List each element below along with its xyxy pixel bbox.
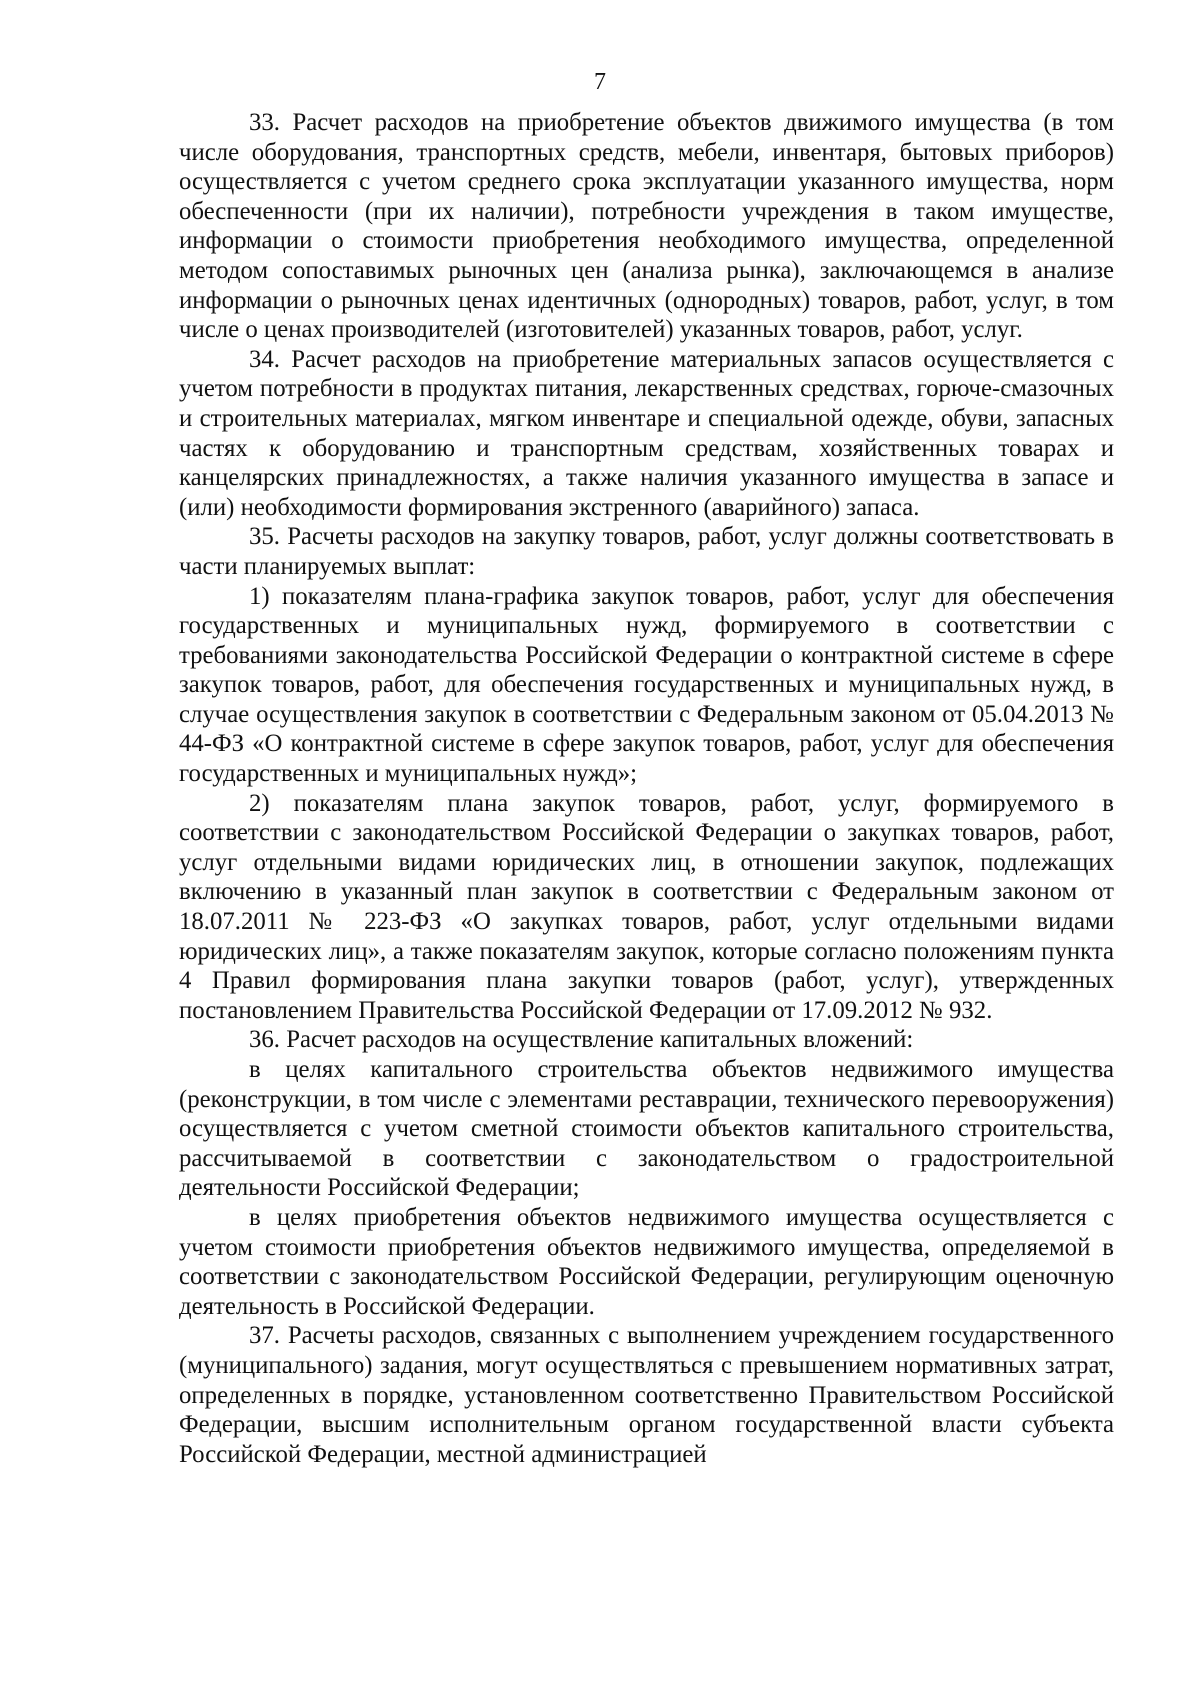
- paragraph-36-capital-construction: в целях капитального строительства объектов недвижимого имущества (реконструкции, в том числе с элементами реставрации, технического перевооружения) осуществляется с учетом сметной стоимости объектов капитального строительства, рассчитываемой в соответствии с законодательством о градостроительной деятельности Российской Федерации;: [179, 1056, 1114, 1202]
- paragraph-33: 33. Расчет расходов на приобретение объектов движимого имущества (в том числе оборудования, транспортных средств, мебели, инвентаря, бытовых приборов) осуществляется с учетом среднего срока эксплуатации указанного имущества, норм обеспеченности (при их наличии), потребности учреждения в таком имуществе, информации о стоимости приобретения необходимого имущества, определенной методом сопоставимых рыночных цен (анализа рынка), заключающемся в анализе информации о рыночных ценах идентичных (однородных) товаров, работ, услуг, в том числе о ценах производителей (изготовителей) указанных товаров, работ, услуг.: [179, 109, 1114, 344]
- page-number: 7: [594, 69, 606, 95]
- paragraph-36: 36. Расчет расходов на осуществление капитальных вложений:: [249, 1026, 914, 1054]
- paragraph-35-item-2: 2) показателям плана закупок товаров, работ, услуг, формируемого в соответствии с законодательством Российской Федерации о закупках товаров, работ, услуг отдельными видами юридических лиц, в отношении закупок, подлежащих включению в указанный план закупок в соответствии с Федеральным законом от 18.07.2011 № 223-ФЗ «О закупках товаров, работ, услуг отдельными видами юридических лиц», а также показателям закупок, которые согласно положениям пункта 4 Правил формирования плана закупки товаров (работ, услуг), утвержденных постановлением Правительства Российской Федерации от 17.09.2012 № 932.: [179, 789, 1114, 1024]
- paragraph-34: 34. Расчет расходов на приобретение материальных запасов осуществляется с учетом потребности в продуктах питания, лекарственных средствах, горюче-смазочных и строительных материалах, мягком инвентаре и специальной одежде, обуви, запасных частях к оборудованию и транспортным средствам, хозяйственных товарах и канцелярских принадлежностях, а также наличия указанного имущества в запасе и (или) необходимости формирования экстренного (аварийного) запаса.: [179, 345, 1114, 521]
- paragraph-35-item-1: 1) показателям плана-графика закупок товаров, работ, услуг для обеспечения государственных и муниципальных нужд, формируемого в соответствии с требованиями законодательства Российской Федерации о контрактной системе в сфере закупок товаров, работ, для обеспечения государственных и муниципальных нужд, в случае осуществления закупок в соответствии с Федеральным законом от 05.04.2013 № 44-ФЗ «О контрактной системе в сфере закупок товаров, работ, услуг для обеспечения государственных и муниципальных нужд»;: [179, 582, 1114, 788]
- paragraph-35: 35. Расчеты расходов на закупку товаров, работ, услуг должны соответствовать в части планируемых выплат:: [179, 523, 1114, 580]
- paragraph-37: 37. Расчеты расходов, связанных с выполнением учреждением государственного (муниципального) задания, могут осуществляться с превышением нормативных затрат, определенных в порядке, установленном соответственно Правительством Российской Федерации, высшим исполнительным органом государственной власти субъекта Российской Федерации, местной администрацией: [179, 1322, 1114, 1468]
- paragraph-36-real-estate-acquisition: в целях приобретения объектов недвижимого имущества осуществляется с учетом стоимости приобретения объектов недвижимого имущества, определяемой в соответствии с законодательством Российской Федерации, регулирующим оценочную деятельность в Российской Федерации.: [179, 1203, 1114, 1320]
- document-body: [179, 108, 1114, 1469]
